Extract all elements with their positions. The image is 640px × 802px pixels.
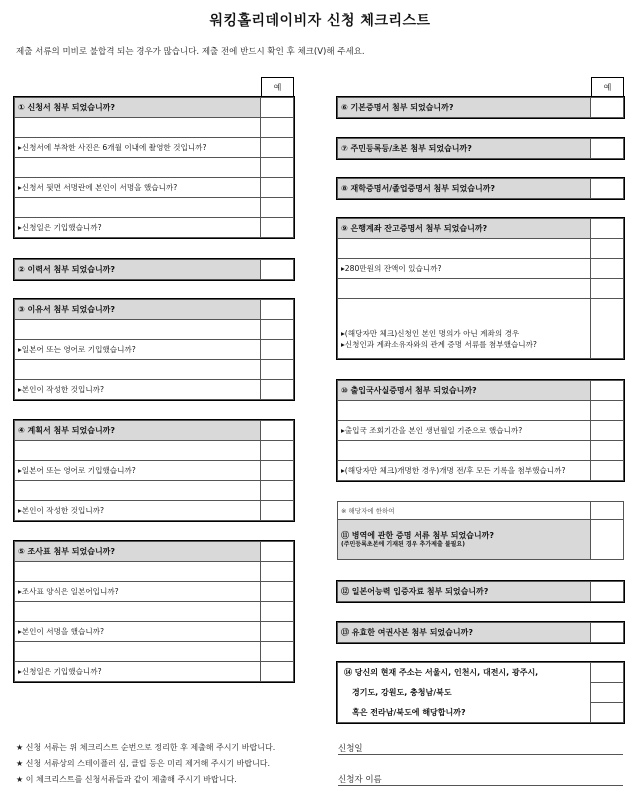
- section-11-note: ※ 해당자에 한하여: [338, 502, 591, 520]
- section-12-table: [337, 581, 624, 602]
- application-date-line[interactable]: [338, 754, 623, 755]
- section-2-title: ② 이력서 첨부 되었습니까?: [15, 260, 261, 280]
- section-9-item-2-line-2: ▸신청인과 계좌소유자와의 관계 증명 서류를 첨부했습니까?: [341, 340, 537, 349]
- section-11-table: [337, 501, 624, 560]
- section-1-item-1: ▸신청서에 부착한 사진은 6개월 이내에 촬영한 것입니까?: [15, 138, 261, 158]
- check-box[interactable]: [261, 178, 294, 198]
- section-4-item-2: ▸본인이 작성한 것입니까?: [15, 501, 261, 521]
- check-box[interactable]: [591, 663, 624, 683]
- application-date-label: 신청일: [338, 744, 363, 754]
- check-box[interactable]: [261, 218, 294, 238]
- applicant-name-line[interactable]: [338, 785, 623, 786]
- section-13-table: [337, 622, 624, 643]
- section-6-table: [337, 97, 624, 118]
- check-box[interactable]: [261, 138, 294, 158]
- check-box[interactable]: [591, 299, 624, 359]
- check-box[interactable]: [261, 501, 294, 521]
- section-11-title-cell: [338, 520, 591, 560]
- check-box[interactable]: [261, 300, 294, 320]
- check-box[interactable]: [261, 461, 294, 481]
- footer-note-2: ★ 신청 서류상의 스테이플러 심, 클립 등은 미리 제거해 주시기 바랍니다.: [16, 759, 271, 768]
- left-yes-header: 예: [261, 77, 294, 97]
- footer-note-1: ★ 신청 서류는 위 체크리스트 순번으로 정리한 후 제출해 주시기 바랍니다.: [16, 743, 276, 752]
- check-box[interactable]: [591, 623, 624, 643]
- section-9-item-2-line-1: ▸(해당자만 체크)신청인 본인 명의가 아닌 계좌의 경우: [341, 329, 520, 338]
- check-box[interactable]: [591, 520, 624, 560]
- section-11-subnote: (주민등록초본에 기재된 경우 추가제출 불필요): [341, 541, 465, 548]
- page-title: 워킹홀리데이비자 신청 체크리스트: [209, 13, 431, 29]
- section-5-item-1: ▸조사표 양식은 일본어입니까?: [15, 582, 261, 602]
- section-12-title: ⑫ 일본어능력 입증자료 첨부 되었습니까?: [338, 582, 591, 602]
- check-box[interactable]: [591, 461, 624, 481]
- section-7-title: ⑦ 주민등록등/초본 첨부 되었습니까?: [338, 139, 591, 159]
- check-box[interactable]: [591, 98, 624, 118]
- section-10-item-1: ▸출입국 조회기간을 본인 생년월일 기준으로 했습니까?: [338, 421, 591, 441]
- section-5-table: [14, 541, 294, 682]
- section-2-table: [14, 259, 294, 280]
- check-box[interactable]: [591, 381, 624, 401]
- section-4-title: ④ 계획서 첨부 되었습니까?: [15, 421, 261, 441]
- section-9-table: [337, 218, 624, 359]
- section-1-title: ① 신청서 첨부 되었습니까?: [15, 98, 261, 118]
- section-13-title: ⑬ 유효한 여권사본 첨부 되었습니까?: [338, 623, 591, 643]
- section-10-table: [337, 380, 624, 481]
- check-box[interactable]: [261, 380, 294, 400]
- check-box[interactable]: [591, 259, 624, 279]
- section-9-item-1: ▸280만원의 잔액이 있습니까?: [338, 259, 591, 279]
- section-14-table: [337, 662, 624, 723]
- section-8-table: [337, 178, 624, 199]
- section-1-item-2: ▸신청서 뒷면 서명란에 본인이 서명을 했습니까?: [15, 178, 261, 198]
- check-box[interactable]: [261, 260, 294, 280]
- check-box[interactable]: [591, 219, 624, 239]
- check-box[interactable]: [261, 622, 294, 642]
- section-7-table: [337, 138, 624, 159]
- check-box[interactable]: [591, 582, 624, 602]
- section-3-item-1: ▸일본어 또는 영어로 기입했습니까?: [15, 340, 261, 360]
- right-yes-header: 예: [591, 77, 624, 97]
- check-box[interactable]: [261, 98, 294, 118]
- section-1-item-3: ▸신청일은 기입했습니까?: [15, 218, 261, 238]
- section-11-title: ⑪ 병역에 관한 증명 서류 첨부 되었습니까?: [341, 531, 494, 540]
- section-10-title: ⑩ 출입국사실증명서 첨부 되었습니까?: [338, 381, 591, 401]
- section-9-title: ⑨ 은행계좌 잔고증명서 첨부 되었습니까?: [338, 219, 591, 239]
- check-box[interactable]: [261, 421, 294, 441]
- check-box[interactable]: [261, 582, 294, 602]
- check-box[interactable]: [591, 139, 624, 159]
- section-14-line-2: 경기도, 강원도, 충청남/북도: [338, 683, 591, 703]
- check-box[interactable]: [261, 662, 294, 682]
- check-box[interactable]: [261, 542, 294, 562]
- section-8-title: ⑧ 재학증명서/졸업증명서 첨부 되었습니까?: [338, 179, 591, 199]
- check-box[interactable]: [591, 179, 624, 199]
- section-5-item-2: ▸본인이 서명을 했습니까?: [15, 622, 261, 642]
- section-3-table: [14, 299, 294, 400]
- section-6-title: ⑥ 기본증명서 첨부 되었습니까?: [338, 98, 591, 118]
- section-4-table: [14, 420, 294, 521]
- intro-text: 제출 서류의 미비로 불합격 되는 경우가 많습니다. 제출 전에 반드시 확인 후 체크(V)해 주세요.: [16, 47, 365, 57]
- section-10-item-2: ▸(해당자만 체크)개명한 경우)개명 전/후 모든 기록을 첨부했습니까?: [338, 461, 591, 481]
- section-4-item-1: ▸일본어 또는 영어로 기입했습니까?: [15, 461, 261, 481]
- check-box[interactable]: [261, 340, 294, 360]
- section-5-title: ⑤ 조사표 첨부 되었습니까?: [15, 542, 261, 562]
- section-14-line-1: ⑭ 당신의 현재 주소는 서울시, 인천시, 대전시, 광주시,: [338, 663, 591, 683]
- section-3-title: ③ 이유서 첨부 되었습니까?: [15, 300, 261, 320]
- section-1-table: [14, 97, 294, 238]
- section-9-item-2: [338, 299, 591, 359]
- footer-note-3: ★ 이 체크리스트를 신청서류들과 같이 제출해 주시기 바랍니다.: [16, 775, 237, 784]
- section-5-item-3: ▸신청일은 기입했습니까?: [15, 662, 261, 682]
- check-box[interactable]: [591, 421, 624, 441]
- section-3-item-2: ▸본인이 작성한 것입니까?: [15, 380, 261, 400]
- section-14-line-3: 혹은 전라남/북도에 해당합니까?: [338, 703, 591, 723]
- applicant-name-label: 신청자 이름: [338, 775, 382, 785]
